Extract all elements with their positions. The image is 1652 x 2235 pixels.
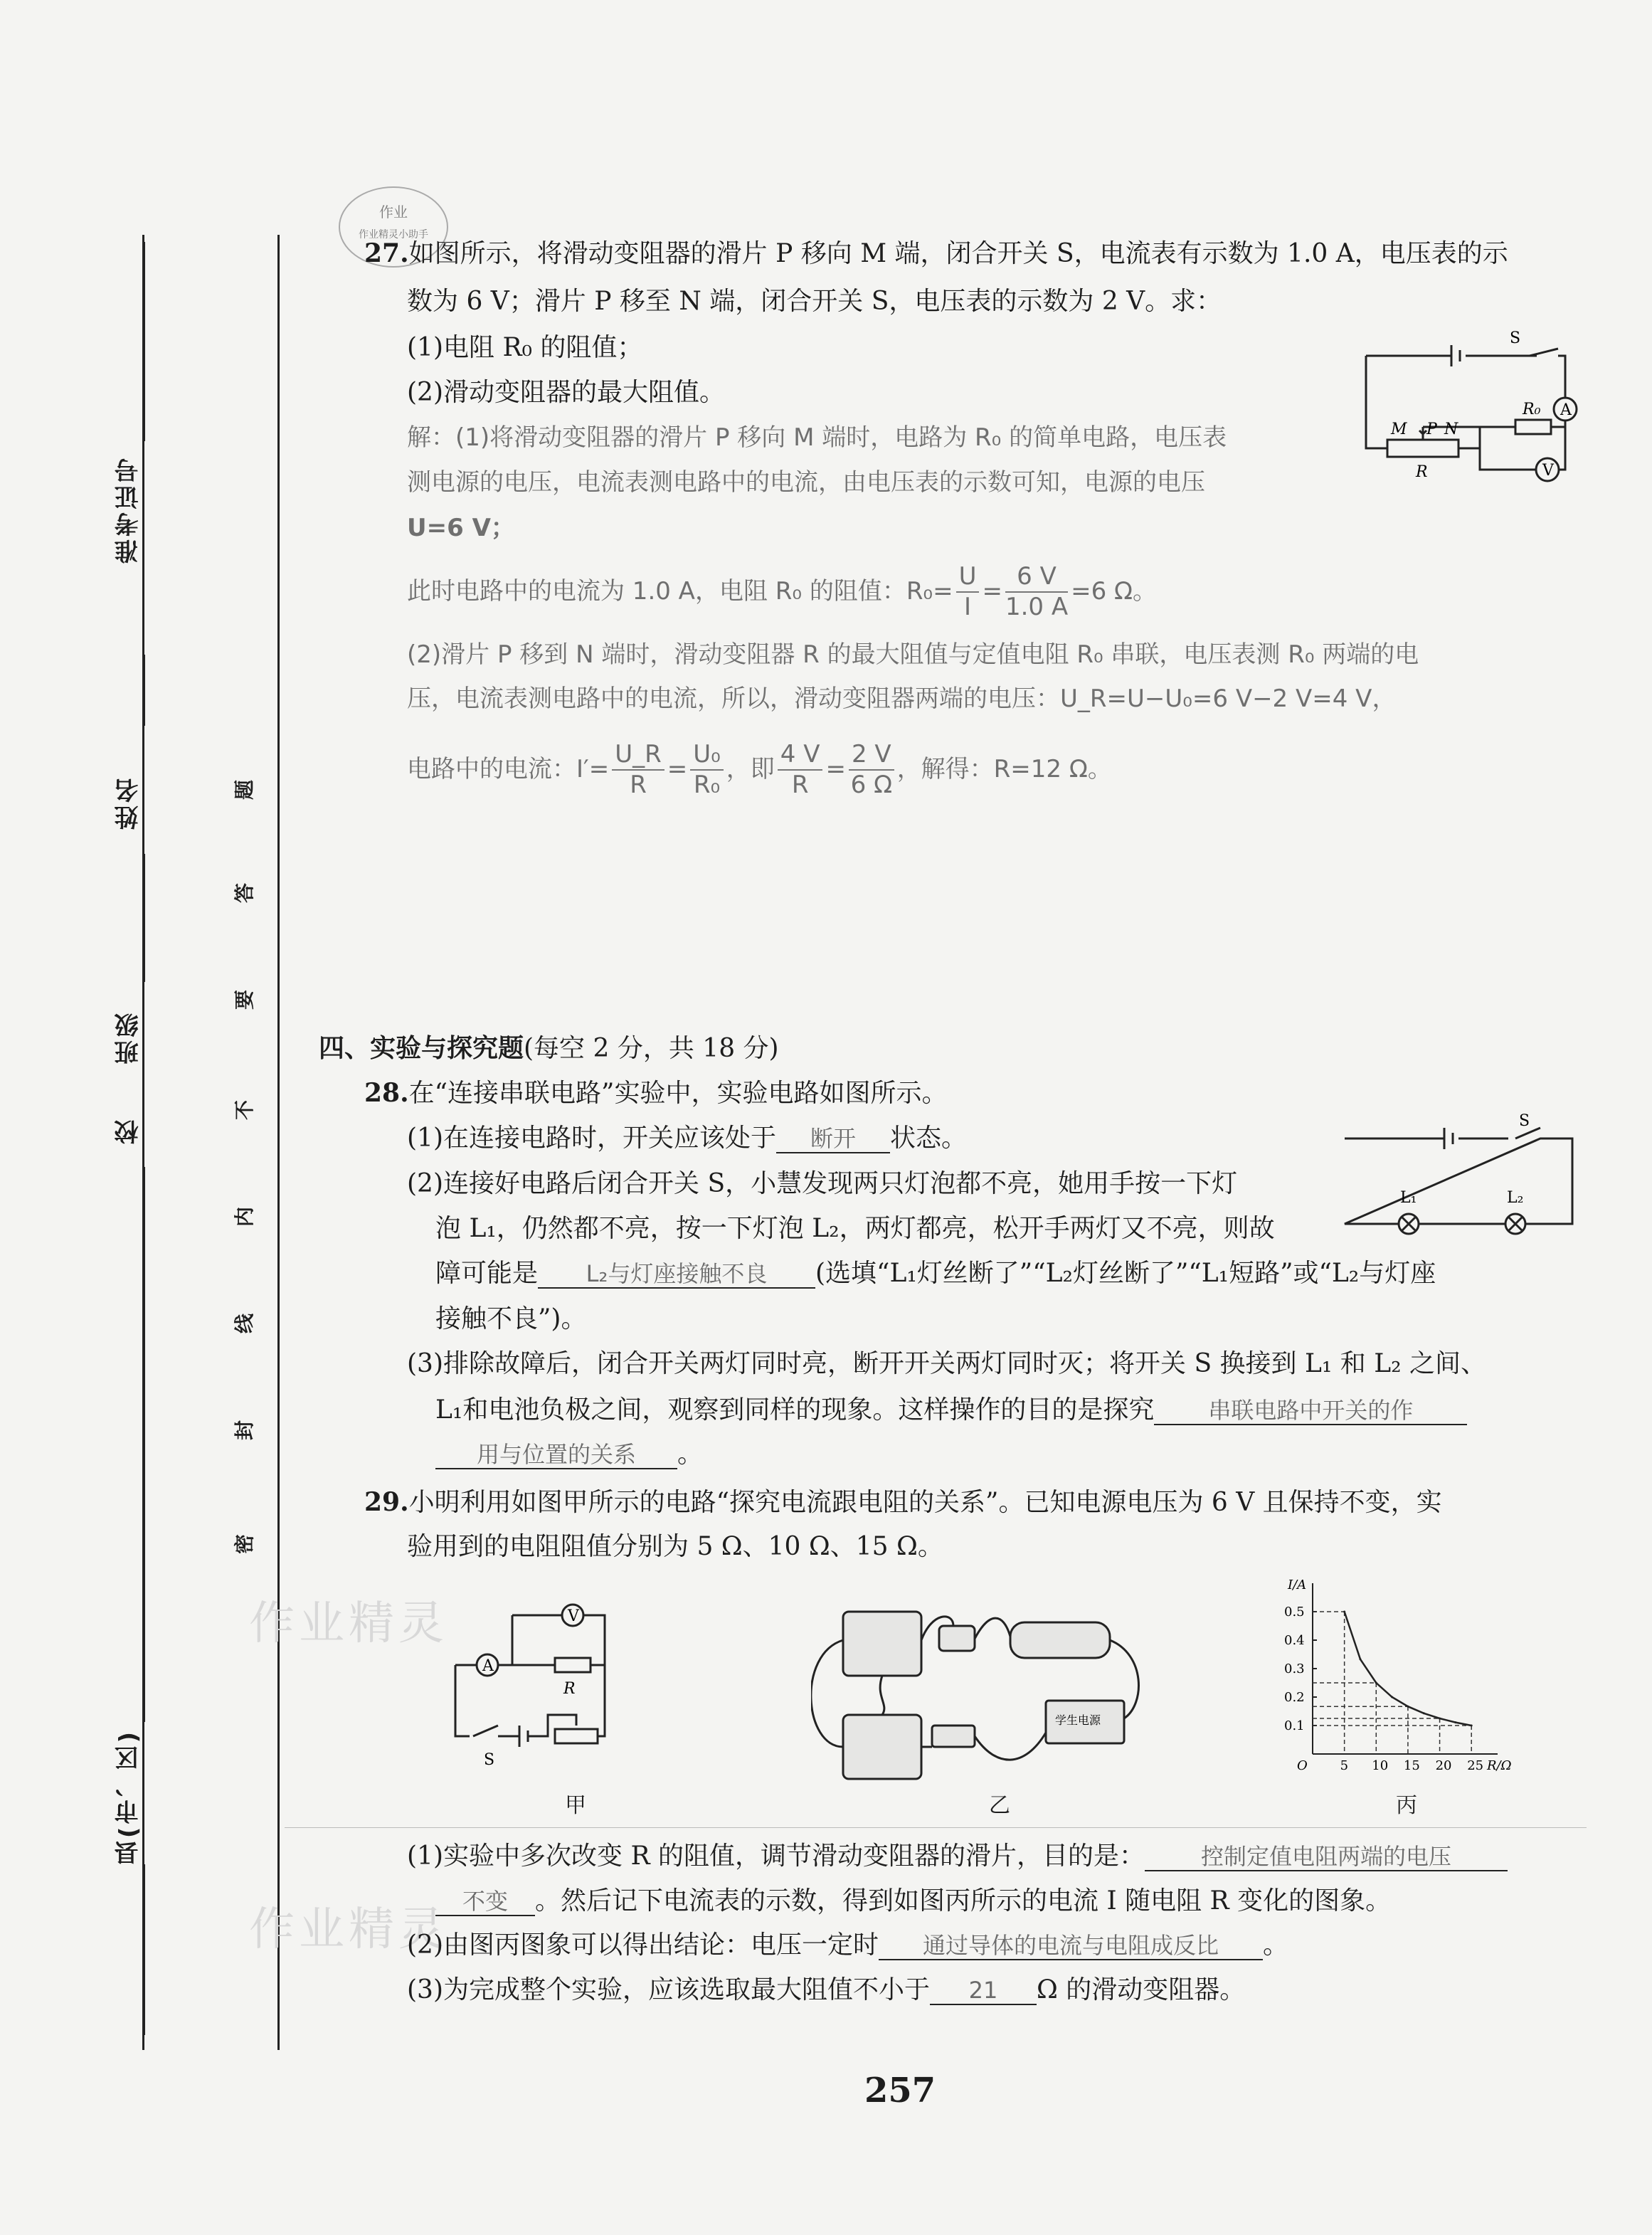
m-label: M: [1391, 421, 1407, 438]
q29-s-label: S: [484, 1751, 495, 1769]
section4-heading: [319, 1033, 779, 1064]
frac-den: R: [630, 770, 647, 799]
caption-c: 丙: [1396, 1793, 1417, 1818]
q27-stem1: 如图所示，将滑动变阻器的滑片 P 移向 M 端，闭合开关 S，电流表有示数为 1.0 A，电压表的示: [408, 239, 1508, 268]
school-line[interactable]: [144, 1167, 145, 1722]
frac-den: I: [963, 592, 972, 621]
chart-y-tick: 0.3: [1284, 1661, 1305, 1676]
q29-s1-post: 。然后记下电流表的示数，得到如图丙所示的电流 I 随电阻 R 变化的图象。: [535, 1886, 1392, 1916]
field-name-label: 姓名: [114, 776, 143, 830]
q28-s3-pre: L₁和电池负极之间，观察到同样的现象。这样操作的目的是探究: [435, 1395, 1155, 1425]
q29-stem1: 小明利用如图甲所示的电路“探究电流跟电阻的关系”。已知电源电压为 6 V 且保持不变，实: [408, 1488, 1442, 1517]
chart-point: [1471, 1725, 1473, 1727]
q28-sub2-l2: 泡 L₁，仍然都不亮，按一下灯泡 L₂，两灯都亮，松开手两灯又不亮，则故: [435, 1214, 1275, 1243]
chart-point: [1375, 1682, 1377, 1684]
q28-sub3-l2: [435, 1395, 1467, 1425]
q29-v-label: V: [568, 1607, 579, 1625]
q27-solution-line5: (2)滑片 P 移到 N 端时，滑动变阻器 R 的最大阻值与定值电阻 R₀ 串联，电压表测 R₀ 两端的电: [407, 640, 1419, 669]
frac-den: 1.0 A: [1005, 592, 1069, 621]
q28-s3-post: 。: [677, 1439, 704, 1469]
q27-sol7-post: ，解得：R=12 Ω。: [896, 755, 1112, 784]
q28-answer-1[interactable]: 断开: [776, 1125, 890, 1153]
field-class-label: 班级: [114, 1010, 143, 1064]
seal-char: 封: [233, 1420, 256, 1441]
q27-solution-line6: 压，电流表测电路中的电流，所以，滑动变阻器两端的电压：U_R=U−U₀=6 V−2 V=4 V，: [407, 685, 1397, 713]
q28-answer-2[interactable]: L₂与灯座接触不良: [538, 1260, 815, 1289]
frac-num: U₀: [690, 740, 724, 771]
exam-number-line-2[interactable]: [144, 655, 145, 726]
chart-y-tick: 0.2: [1284, 1690, 1305, 1705]
chart-x-tick: 20: [1435, 1758, 1452, 1773]
q28-s1-pre: (1)在连接电路时，开关应该处于: [407, 1124, 776, 1153]
q28-sub1: [407, 1123, 967, 1153]
field-class: [107, 1010, 149, 1067]
q28-sub3-l3: [435, 1439, 703, 1469]
q27-number: 27.: [364, 238, 409, 268]
q29-stem-line1: [364, 1487, 1442, 1518]
q28-s2-post: (选填“L₁灯丝断了”“L₂灯丝断了”“L₁短路”或“L₂与灯座: [815, 1259, 1436, 1288]
q29-sub1-l2: [435, 1886, 1391, 1916]
chart-x-tick: 5: [1340, 1758, 1349, 1773]
q29-answer-1b[interactable]: 不变: [435, 1888, 535, 1916]
q29-sub2: [407, 1930, 1288, 1960]
seal-char: 内: [233, 1207, 256, 1227]
chart-x-tick: 25: [1467, 1758, 1484, 1773]
q29-figure-a-circuit: [441, 1594, 669, 1772]
section4-note: (每空 2 分，共 18 分): [524, 1034, 779, 1063]
q27-sub2: (2)滑动变阻器的最大阻值。: [407, 378, 725, 407]
q27-circuit-diagram: [1352, 327, 1579, 491]
county-line[interactable]: [144, 1864, 145, 2035]
frac-den: R₀: [693, 770, 721, 799]
r-label: R: [1416, 463, 1428, 481]
chart-point: [1391, 1696, 1393, 1698]
q29-chart: [1274, 1576, 1530, 1782]
q29-s2-pre: (2)由图丙图象可以得出结论：电压一定时: [407, 1930, 879, 1960]
frac-num: 4 V: [778, 740, 823, 771]
q28-sub3-l1: (3)排除故障后，闭合开关两灯同时亮，断开开关两灯同时灭；将开关 S 换接到 L₁ 和 L₂ 之间、: [407, 1349, 1486, 1378]
chart-origin-label: O: [1297, 1758, 1308, 1773]
frac-num: 2 V: [849, 740, 894, 771]
q29-answer-2[interactable]: 通过导体的电流与电阻成反比: [879, 1932, 1263, 1960]
q29-s2-post: 。: [1263, 1930, 1289, 1960]
n-label: N: [1444, 421, 1458, 438]
switch-label: S: [1510, 329, 1521, 347]
q27-stem2: 数为 6 V；滑片 P 移至 N 端，闭合开关 S，电压表的示数为 2 V。求：: [407, 287, 1222, 316]
q29-stem2: 验用到的电阻阻值分别为 5 Ω、10 Ω、15 Ω。: [407, 1532, 943, 1561]
q27-solution-line3: U=6 V；: [407, 514, 515, 542]
q28-stem-text: 在“连接串联电路”实验中，实验电路如图所示。: [408, 1079, 948, 1108]
frac-den: 6 Ω: [850, 770, 893, 799]
seal-char: 答: [233, 883, 256, 904]
chart-point: [1423, 1712, 1425, 1714]
exam-number-line[interactable]: [144, 242, 145, 441]
q29-sub3: [407, 1975, 1245, 2005]
q28-switch-label: S: [1519, 1112, 1530, 1130]
chart-point: [1454, 1721, 1456, 1723]
q29-r-label: R: [563, 1680, 576, 1698]
q27-frac-4v: [778, 740, 823, 800]
field-exam-number-label: 准考证号: [114, 455, 143, 564]
chart-y-label: I/A: [1288, 1578, 1307, 1592]
q28-l1-label: L₁: [1400, 1189, 1417, 1207]
field-county-label: 县(市、区): [114, 1729, 143, 1866]
caption-a: 甲: [565, 1793, 586, 1818]
stamp-line1: 作业: [379, 204, 408, 221]
field-exam-number: [107, 455, 149, 566]
field-county: [107, 1729, 149, 1868]
field-name: [107, 776, 149, 833]
q28-sub2-l4: 接触不良”)。: [435, 1304, 587, 1333]
q29-power-supply-label: 学生电源: [1055, 1713, 1101, 1727]
q29-a-label: A: [482, 1657, 494, 1675]
frac-den: R: [791, 770, 809, 799]
chart-x-label: R/Ω: [1487, 1758, 1512, 1773]
stamp-line2: 作业精灵小助手: [359, 229, 428, 241]
seal-char: 要: [233, 990, 256, 1010]
ammeter-label: A: [1560, 401, 1572, 419]
q28-answer-3b[interactable]: 用与位置的关系: [435, 1441, 677, 1469]
chart-x-tick: 10: [1372, 1758, 1389, 1773]
chart-point: [1407, 1706, 1409, 1708]
binding-line-inner: [277, 235, 280, 2050]
chart-y-tick: 0.5: [1284, 1605, 1305, 1620]
frac-num: U: [956, 562, 980, 593]
q27-frac-values: [1005, 562, 1068, 622]
frac-num: U_R: [612, 740, 664, 771]
watermark: 作业精灵: [249, 1597, 448, 1650]
q29-s3-pre: (3)为完成整个实验，应该选取最大阻值不小于: [407, 1975, 930, 2004]
q28-l2-label: L₂: [1507, 1189, 1524, 1207]
field-school: [107, 1117, 149, 1147]
q29-s1-pre: (1)实验中多次改变 R 的阻值，调节滑动变阻器的滑片，目的是：: [407, 1842, 1145, 1871]
q28-stem: [364, 1078, 947, 1109]
q27-sol7-eq2: =: [825, 755, 846, 784]
q29-s3-post: Ω 的滑动变阻器。: [1037, 1975, 1246, 2004]
divider: [285, 1827, 1587, 1828]
q29-figure-b-apparatus: [811, 1597, 1181, 1790]
q27-sol4-eq: =: [982, 577, 1002, 606]
seal-char: 题: [233, 780, 256, 801]
frac-num: 6 V: [1005, 562, 1068, 593]
q28-s2-pre: 障可能是: [435, 1259, 539, 1288]
q27-sol4-post: =6 Ω。: [1071, 577, 1158, 606]
r0-label: R₀: [1523, 401, 1541, 418]
watermark: 作业精灵: [249, 1903, 448, 1956]
q27-stem-line1: [364, 238, 1508, 269]
chart-point: [1343, 1611, 1345, 1613]
q28-circuit-diagram: [1338, 1110, 1579, 1245]
q27-sub1: (1)电阻 R₀ 的阻值；: [407, 333, 643, 362]
q27-solution-line7: [407, 740, 1112, 800]
section4-title: 四、实验与探究题: [319, 1034, 524, 1063]
chart-x-tick: 15: [1403, 1758, 1420, 1773]
seal-char: 不: [233, 1100, 256, 1121]
chart-point: [1439, 1718, 1441, 1720]
q28-answer-3a[interactable]: 串联电路中开关的作: [1154, 1397, 1467, 1425]
q27-solution-line2: 测电源的电压，电流表测电路中的电流，由电压表的示数可知，电源的电压: [407, 468, 1205, 497]
q27-sol7-eq: =: [667, 755, 688, 784]
field-school-label: 校: [114, 1117, 143, 1144]
p-label: P: [1426, 421, 1437, 438]
q27-frac-2v: [849, 740, 894, 800]
q27-frac-u0: [690, 740, 724, 800]
q27-solution-line1: 解：(1)将滑动变阻器的滑片 P 移向 M 端时，电路为 R₀ 的简单电路，电压表: [407, 423, 1227, 452]
q27-frac-ui: [956, 562, 980, 622]
q29-answer-1a[interactable]: 控制定值电阻两端的电压: [1145, 1843, 1508, 1871]
voltmeter-label: V: [1542, 462, 1554, 480]
q27-frac-ur: [612, 740, 664, 800]
q29-sub1-l1: [407, 1841, 1508, 1871]
chart-y-tick: 0.1: [1284, 1718, 1305, 1733]
q27-sol7-pre: 电路中的电流：I′=: [407, 755, 610, 784]
seal-char: 密: [233, 1534, 256, 1555]
q28-s1-post: 状态。: [890, 1124, 968, 1153]
q27-sol7-mid: ，即: [726, 755, 775, 784]
q29-answer-3[interactable]: 21: [930, 1977, 1037, 2005]
q29-number: 29.: [364, 1487, 409, 1517]
q27-solution-line4: [407, 562, 1157, 622]
q27-sol4-pre: 此时电路中的电流为 1.0 A，电阻 R₀ 的阻值：R₀=: [407, 577, 953, 606]
q28-sub2-l3: [435, 1258, 1436, 1289]
seal-char: 线: [233, 1314, 256, 1334]
caption-b: 乙: [989, 1793, 1010, 1818]
page-number: 257: [864, 2071, 936, 2110]
chart-point: [1359, 1658, 1361, 1660]
q28-number: 28.: [364, 1078, 409, 1108]
chart-y-tick: 0.4: [1284, 1633, 1305, 1648]
name-line[interactable]: [144, 854, 145, 982]
q28-sub2-l1: (2)连接好电路后闭合开关 S，小慧发现两只灯泡都不亮，她用手按一下灯: [407, 1169, 1238, 1198]
